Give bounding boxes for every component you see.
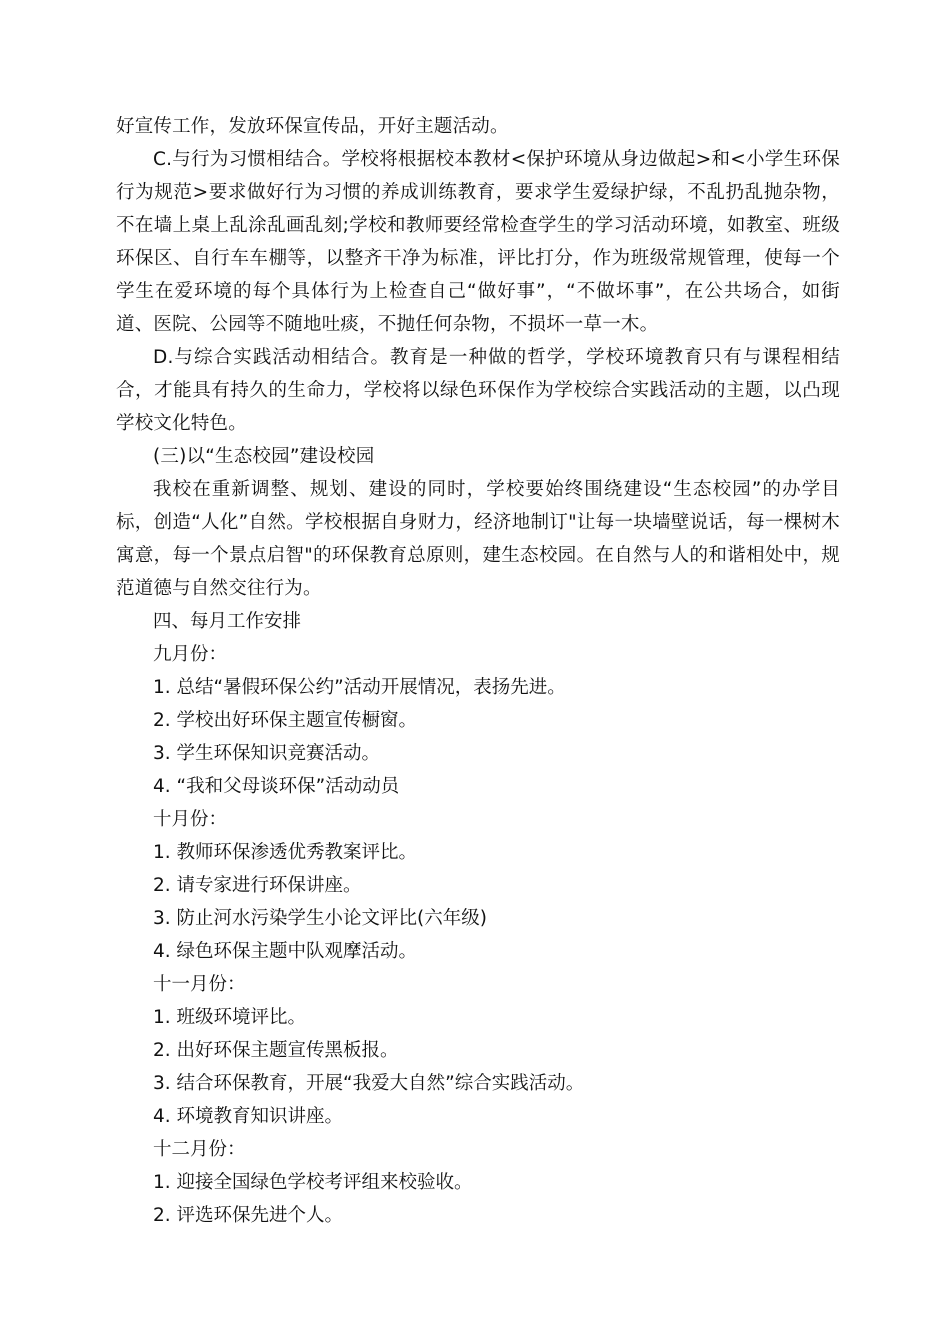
paragraph-eco-campus: 我校在重新调整、规划、建设的同时，学校要始终围绕建设“生态校园”的办学目标，创造“人化”自然。学校根据自身财力，经济地制订"让每一块墙壁说话，每一棵树木寓意，每一个景点启智"的环保教育总原则，建生态校园。在自然与人的和谐相处中，规范道德与自然交往行为。 — [116, 479, 840, 599]
list-item: 3. 防止河水污染学生小论文评比(六年级) — [153, 908, 487, 929]
month-label: 九月份： — [153, 644, 228, 665]
list-item: 1. 迎接全国绿色学校考评组来校验收。 — [153, 1172, 473, 1193]
month-label: 十一月份： — [153, 974, 246, 995]
list-item: 4. 环境教育知识讲座。 — [153, 1106, 344, 1127]
list-item: 3. 学生环保知识竞赛活动。 — [153, 743, 381, 764]
list-item: 1. 教师环保渗透优秀教案评比。 — [153, 842, 418, 863]
document-body — [116, 110, 840, 1232]
paragraph-practice-activities: D.与综合实践活动相结合。教育是一种做的哲学，学校环境教育只有与课程相结合，才能具有持久的生命力，学校将以绿色环保作为学校综合实践活动的主题，以凸现学校文化特色。 — [116, 347, 840, 434]
list-item: 2. 请专家进行环保讲座。 — [153, 875, 362, 896]
month-label: 十月份： — [153, 809, 228, 830]
list-item: 1. 班级环境评比。 — [153, 1007, 307, 1028]
paragraph-continued: 好宣传工作，发放环保宣传品，开好主题活动。 — [116, 116, 509, 137]
list-item: 2. 评选环保先进个人。 — [153, 1205, 344, 1226]
month-block-november — [116, 968, 840, 1133]
list-item: 2. 学校出好环保主题宣传橱窗。 — [153, 710, 418, 731]
list-item: 4. “我和父母谈环保”活动动员 — [153, 776, 400, 797]
month-block-december — [116, 1133, 840, 1232]
month-block-october — [116, 803, 840, 968]
list-item: 1. 总结“暑假环保公约”活动开展情况，表扬先进。 — [153, 677, 566, 698]
subsection-heading-eco-campus: (三)以“生态校园”建设校园 — [153, 446, 375, 467]
section-title: 四、每月工作安排 — [153, 611, 302, 632]
list-item: 4. 绿色环保主题中队观摩活动。 — [153, 941, 418, 962]
month-block-september — [116, 638, 840, 803]
month-label: 十二月份： — [153, 1139, 246, 1160]
list-item: 3. 结合环保教育，开展“我爱大自然”综合实践活动。 — [153, 1073, 585, 1094]
list-item: 2. 出好环保主题宣传黑板报。 — [153, 1040, 399, 1061]
paragraph-behavior-habits: C.与行为习惯相结合。学校将根据校本教材<保护环境从身边做起>和<小学生环保行为规范>要求做好行为习惯的养成训练教育，要求学生爱绿护绿，不乱扔乱抛杂物，不在墙上桌上乱涂乱画乱刻;学校和教师要经常检查学生的学习活动环境，如教室、班级环保区、自行车车棚等，以整齐干净为标准，评比打分，作为班级常规管理，使每一个学生在爱环境的每个具体行为上检查自己“做好事”，“不做坏事”，在公共场合，如街道、医院、公园等不随地吐痰，不抛任何杂物，不损坏一草一木。 — [116, 149, 840, 335]
